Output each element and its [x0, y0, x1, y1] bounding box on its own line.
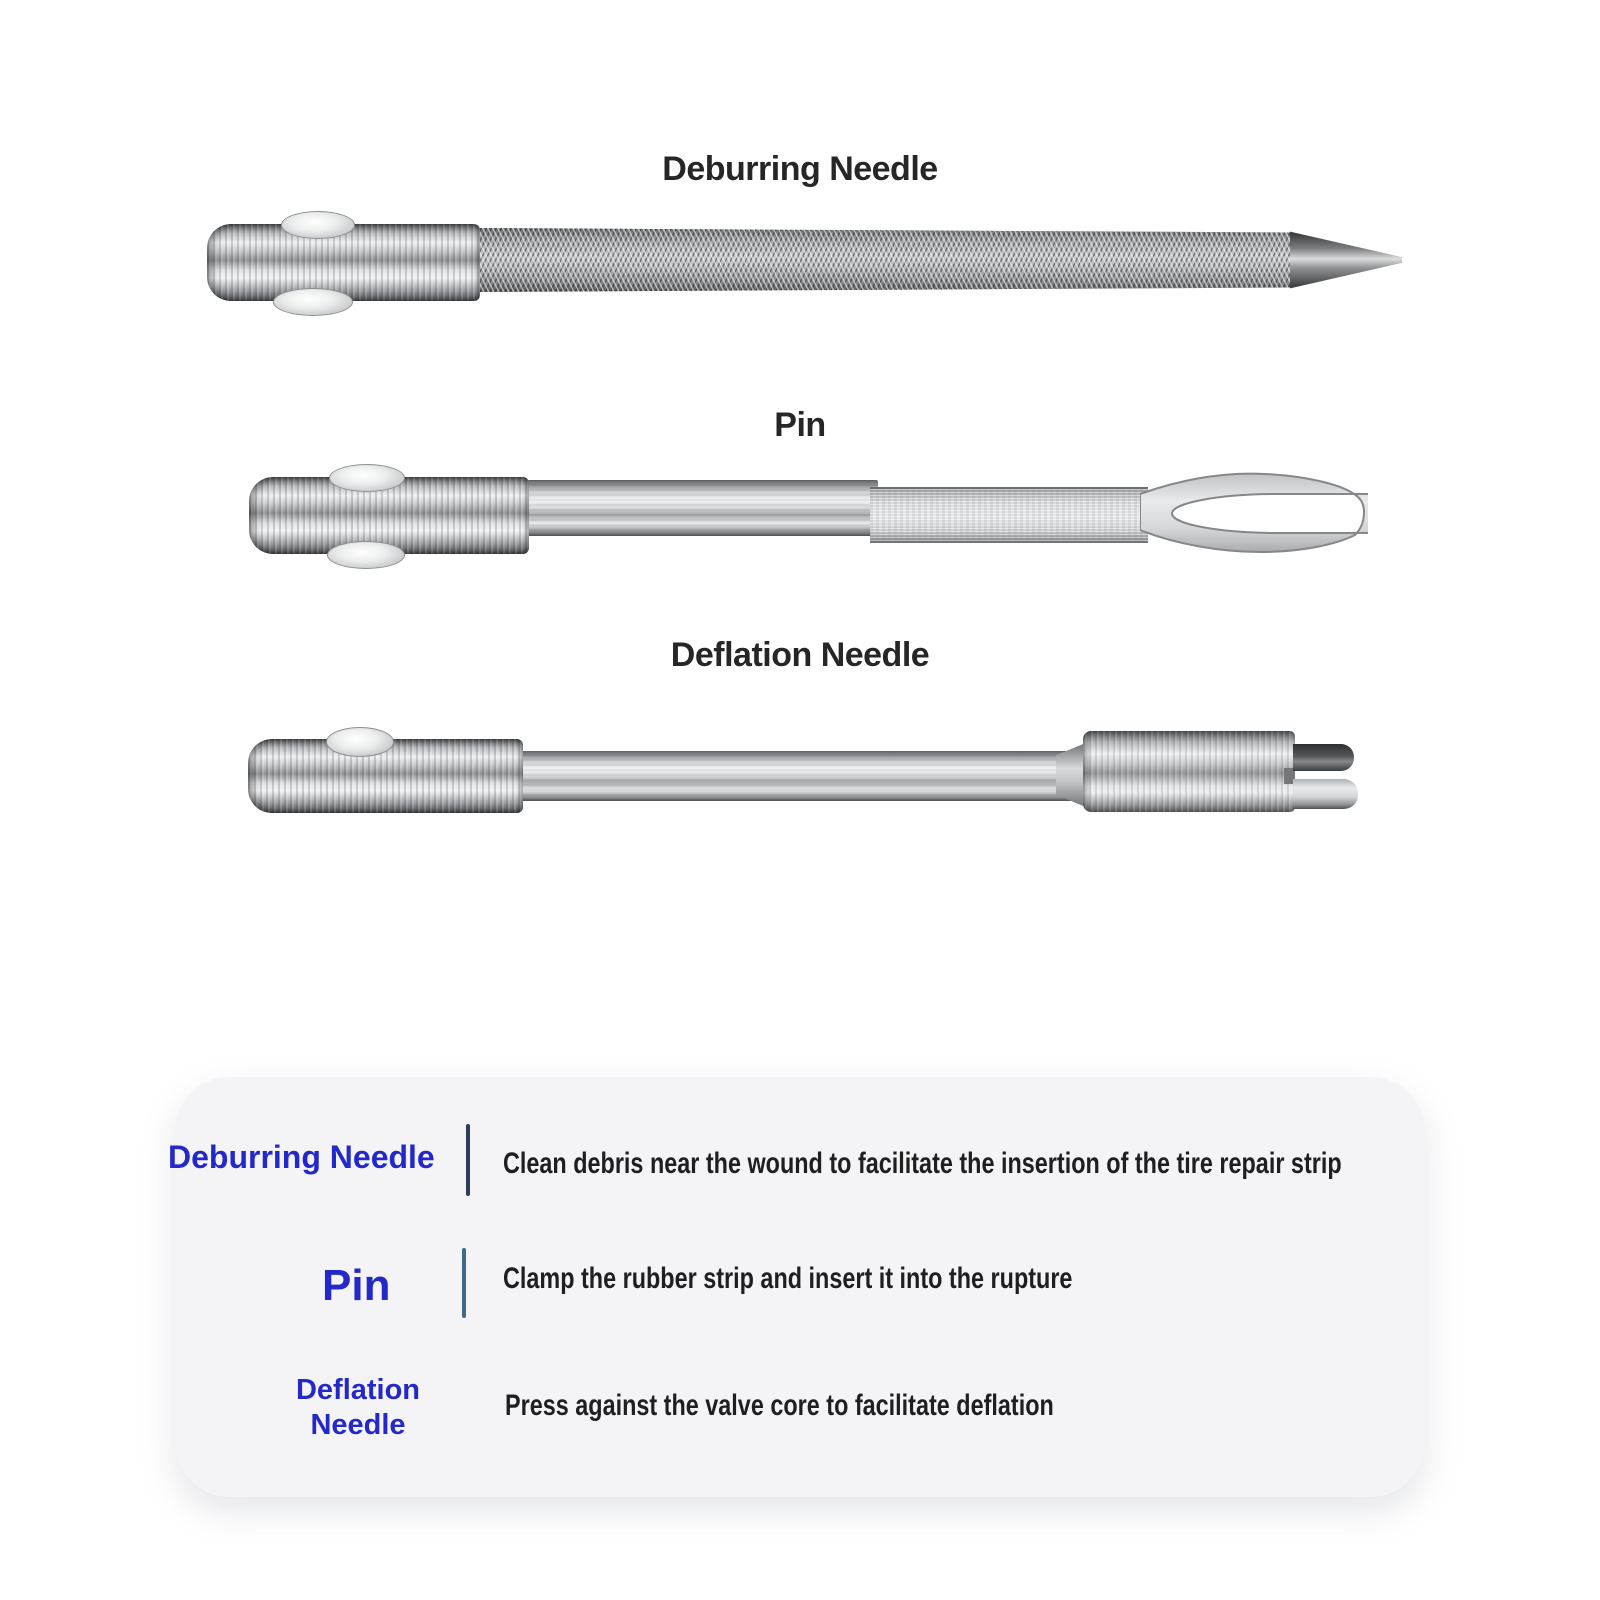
deflation-needle-head [1083, 731, 1295, 812]
deburring-needle-knob-top [281, 211, 355, 239]
info-row-pin-divider [462, 1248, 466, 1318]
info-row-pin-description: Clamp the rubber strip and insert it into the rupture [503, 1262, 1073, 1295]
deflation-needle-knob-top [326, 727, 394, 757]
deburring-needle-knurled-shaft [478, 228, 1292, 292]
info-panel [168, 1077, 1425, 1497]
deflation-needle-prong-top [1293, 744, 1354, 771]
info-row-deburring-description: Clean debris near the wound to facilitate the insertion of the tire repair strip [503, 1147, 1342, 1180]
deflation-needle-title: Deflation Needle [670, 636, 930, 674]
deburring-needle-title: Deburring Needle [662, 150, 938, 188]
deburring-needle-knob-bottom [273, 288, 353, 316]
info-row-deburring-divider [466, 1124, 470, 1196]
pin-knob-top [329, 464, 405, 492]
info-row-deflation-label: Deflation Needle [295, 1374, 421, 1441]
pin-fork-end [1140, 468, 1368, 558]
deburring-needle-tip [1290, 231, 1402, 289]
pin-knob-bottom [327, 541, 405, 569]
pin-title: Pin [774, 406, 826, 444]
info-row-deflation-description: Press against the valve core to facilitate deflation [505, 1389, 1054, 1422]
deflation-needle-shaft [515, 751, 1073, 801]
deburring-needle-handle [207, 224, 480, 301]
info-row-pin-label: Pin [322, 1261, 391, 1310]
pin-shaft [520, 480, 878, 536]
info-row-deburring-label: Deburring Needle [168, 1139, 435, 1175]
pin-flat-blade [870, 487, 1148, 543]
deflation-needle-prong-bottom [1293, 779, 1358, 809]
